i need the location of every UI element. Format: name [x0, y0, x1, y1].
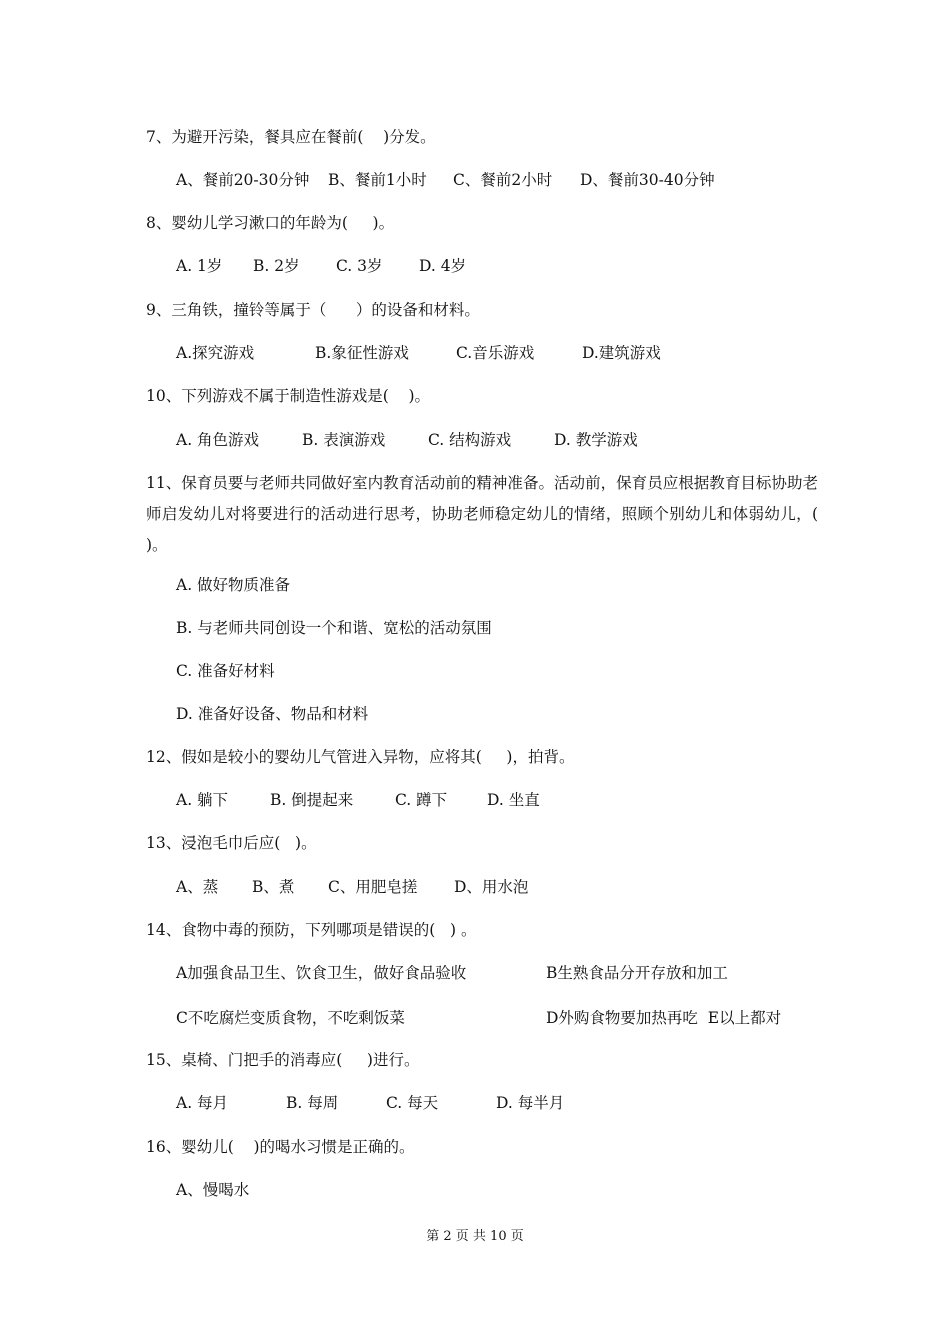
- question-8-option-c: C. 3岁: [336, 257, 383, 275]
- question-7-option-d: D、餐前30-40分钟: [580, 171, 715, 189]
- question-7-option-b: B、餐前1小时: [328, 171, 427, 189]
- question-12-option-b: B. 倒提起来: [270, 791, 354, 809]
- question-16-option-a: A、慢喝水: [176, 1181, 250, 1199]
- question-15-stem: 15、桌椅、门把手的消毒应( )进行。: [146, 1051, 420, 1069]
- question-8-option-a: A. 1岁: [176, 257, 223, 275]
- question-10-option-b: B. 表演游戏: [302, 431, 386, 449]
- question-8-stem: 8、婴幼儿学习漱口的年龄为( )。: [146, 214, 395, 232]
- question-15-option-b: B. 每周: [286, 1094, 339, 1112]
- question-7-stem: 7、为避开污染，餐具应在餐前( )分发。: [146, 128, 436, 146]
- question-14-option-a: A加强食品卫生、饮食卫生，做好食品验收: [176, 964, 467, 982]
- question-12-option-d: D. 坐直: [487, 791, 540, 809]
- question-11-option-c: C. 准备好材料: [176, 662, 275, 680]
- question-9-option-d: D.建筑游戏: [582, 344, 661, 362]
- question-14-stem: 14、食物中毒的预防，下列哪项是错误的( ) 。: [146, 921, 477, 939]
- question-14-option-c: C不吃腐烂变质食物，不吃剩饭菜: [176, 1009, 405, 1027]
- question-7-option-c: C、餐前2小时: [453, 171, 553, 189]
- question-12-option-a: A. 躺下: [176, 791, 229, 809]
- question-11-option-d: D. 准备好设备、物品和材料: [176, 705, 369, 723]
- question-15-option-d: D. 每半月: [496, 1094, 565, 1112]
- question-10-option-c: C. 结构游戏: [428, 431, 512, 449]
- page-number-footer: 第 2 页 共 10 页: [426, 1229, 524, 1244]
- question-11-option-b: B. 与老师共同创设一个和谐、宽松的活动氛围: [176, 619, 492, 637]
- question-13-option-d: D、用水泡: [454, 878, 529, 896]
- question-15-option-c: C. 每天: [386, 1094, 439, 1112]
- question-13-stem: 13、浸泡毛巾后应( )。: [146, 834, 317, 852]
- question-9-option-a: A.探究游戏: [176, 344, 255, 362]
- question-15-option-a: A. 每月: [176, 1094, 229, 1112]
- question-12-option-c: C. 蹲下: [395, 791, 448, 809]
- question-14-option-b: B生熟食品分开存放和加工: [546, 964, 728, 982]
- question-12-stem: 12、假如是较小的婴幼儿气管进入异物，应将其( )，拍背。: [146, 748, 575, 766]
- question-9-option-b: B.象征性游戏: [315, 344, 409, 362]
- question-10-option-a: A. 角色游戏: [176, 431, 260, 449]
- question-10-option-d: D. 教学游戏: [554, 431, 638, 449]
- question-11-stem: 11、保育员要与老师共同做好室内教育活动前的精神准备。活动前，保育员应根据教育目标协助老师启发幼儿对将要进行的活动进行思考，协助老师稳定幼儿的情绪，照顾个别幼儿和体弱幼儿，( )。: [146, 474, 818, 554]
- question-14-option-d: D外购食物要加热再吃 E以上都对: [546, 1009, 782, 1027]
- question-13-option-a: A、蒸: [176, 878, 219, 896]
- question-7-option-a: A、餐前20-30分钟: [176, 171, 310, 189]
- question-9-option-c: C.音乐游戏: [456, 344, 535, 362]
- question-13-option-b: B、煮: [252, 878, 295, 896]
- question-8-option-b: B. 2岁: [253, 257, 300, 275]
- question-8-option-d: D. 4岁: [419, 257, 467, 275]
- question-16-stem: 16、婴幼儿( )的喝水习惯是正确的。: [146, 1138, 415, 1156]
- question-9-stem: 9、三角铁，撞铃等属于（ ）的设备和材料。: [146, 301, 480, 319]
- question-13-option-c: C、用肥皂搓: [328, 878, 418, 896]
- question-10-stem: 10、下列游戏不属于制造性游戏是( )。: [146, 387, 431, 405]
- question-11-option-a: A. 做好物质准备: [176, 576, 291, 594]
